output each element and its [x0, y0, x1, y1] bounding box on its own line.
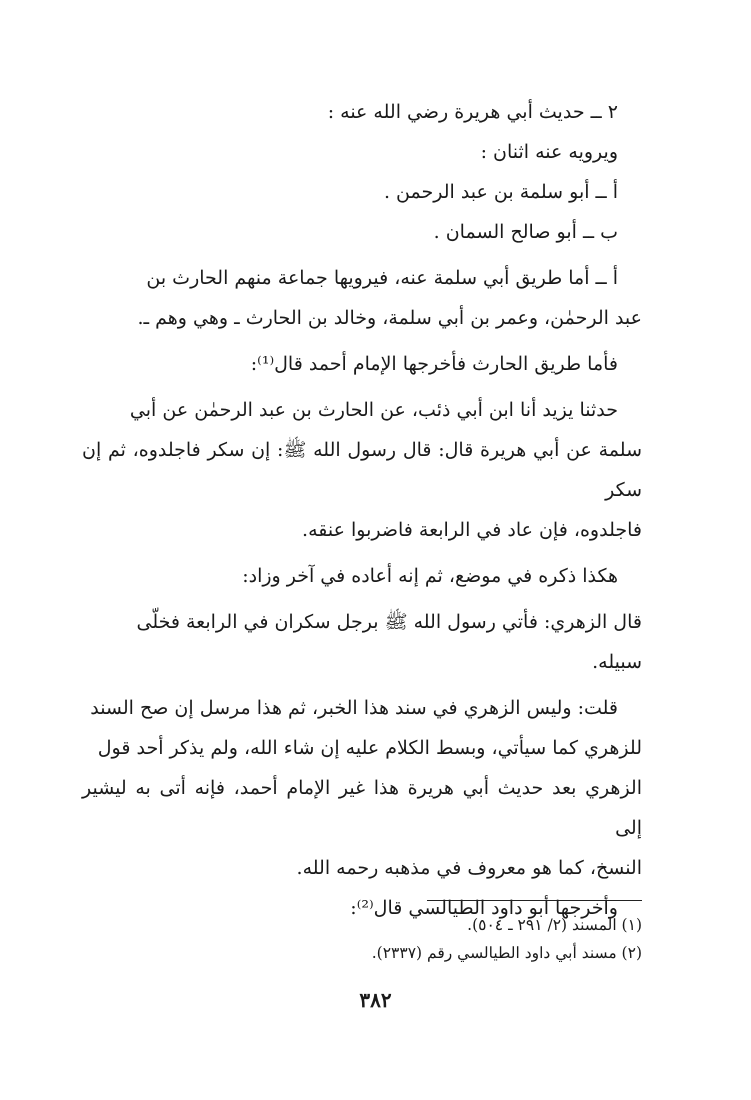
- section-heading: ٢ ــ حديث أبي هريرة رضي الله عنه :: [327, 101, 618, 123]
- footnote-divider: [427, 900, 642, 901]
- page-body: [82, 92, 642, 928]
- paragraph: فأما طريق الحارث فأخرجها الإمام أحمد قال⁽¹⁾:: [250, 353, 618, 375]
- zuhri-line: سبيله.: [592, 651, 642, 673]
- page-number: ٣٨٢: [359, 988, 392, 1012]
- hadith-line: فاجلدوه، فإن عاد في الرابعة فاضربوا عنقه.: [302, 519, 642, 541]
- qultu-line: النسخ، كما هو معروف في مذهبه رحمه الله.: [296, 857, 642, 879]
- hadith-line: سلمة عن أبي هريرة قال: قال رسول الله ﷺ: إن سكر فاجلدوه، ثم إن سكر: [82, 439, 642, 501]
- hadith-line: حدثنا يزيد أنا ابن أبي ذئب، عن الحارث بن عبد الرحمٰن عن أبي: [129, 399, 618, 421]
- paragraph-line: عبد الرحمٰن، وعمر بن أبي سلمة، وخالد بن الحارث ـ وهي وهم ـ.: [137, 307, 642, 329]
- qultu-line: الزهري بعد حديث أبي هريرة هذا غير الإمام أحمد، فإنه أتى به ليشير إلى: [82, 777, 642, 839]
- paragraph: وأخرجها أبو داود الطيالسي قال⁽²⁾:: [350, 897, 618, 919]
- footnotes: [82, 900, 642, 967]
- qultu-line: قلت: وليس الزهري في سند هذا الخبر، ثم هذا مرسل إن صح السند: [90, 697, 618, 719]
- narrator-b: ب ــ أبو صالح السمان .: [433, 221, 618, 243]
- narrator-a: أ ــ أبو سلمة بن عبد الرحمن .: [383, 181, 618, 203]
- footnote-1: (١) المسند (٢/ ٢٩١ ـ ٥٠٤).: [467, 916, 642, 934]
- footnote-2: (٢) مسند أبي داود الطيالسي رقم (٢٣٣٧).: [371, 944, 642, 962]
- paragraph-line: أ ــ أما طريق أبي سلمة عنه، فيرويها جماعة منهم الحارث بن: [146, 267, 618, 289]
- paragraph: هكذا ذكره في موضع، ثم إنه أعاده في آخر وزاد:: [242, 565, 618, 587]
- zuhri-line: قال الزهري: فأتي رسول الله ﷺ برجل سكران في الرابعة فخلّى: [136, 611, 642, 633]
- intro-line: ويرويه عنه اثنان :: [480, 141, 618, 163]
- qultu-line: للزهري كما سيأتي، وبسط الكلام عليه إن شاء الله، ولم يذكر أحد قول: [97, 737, 642, 759]
